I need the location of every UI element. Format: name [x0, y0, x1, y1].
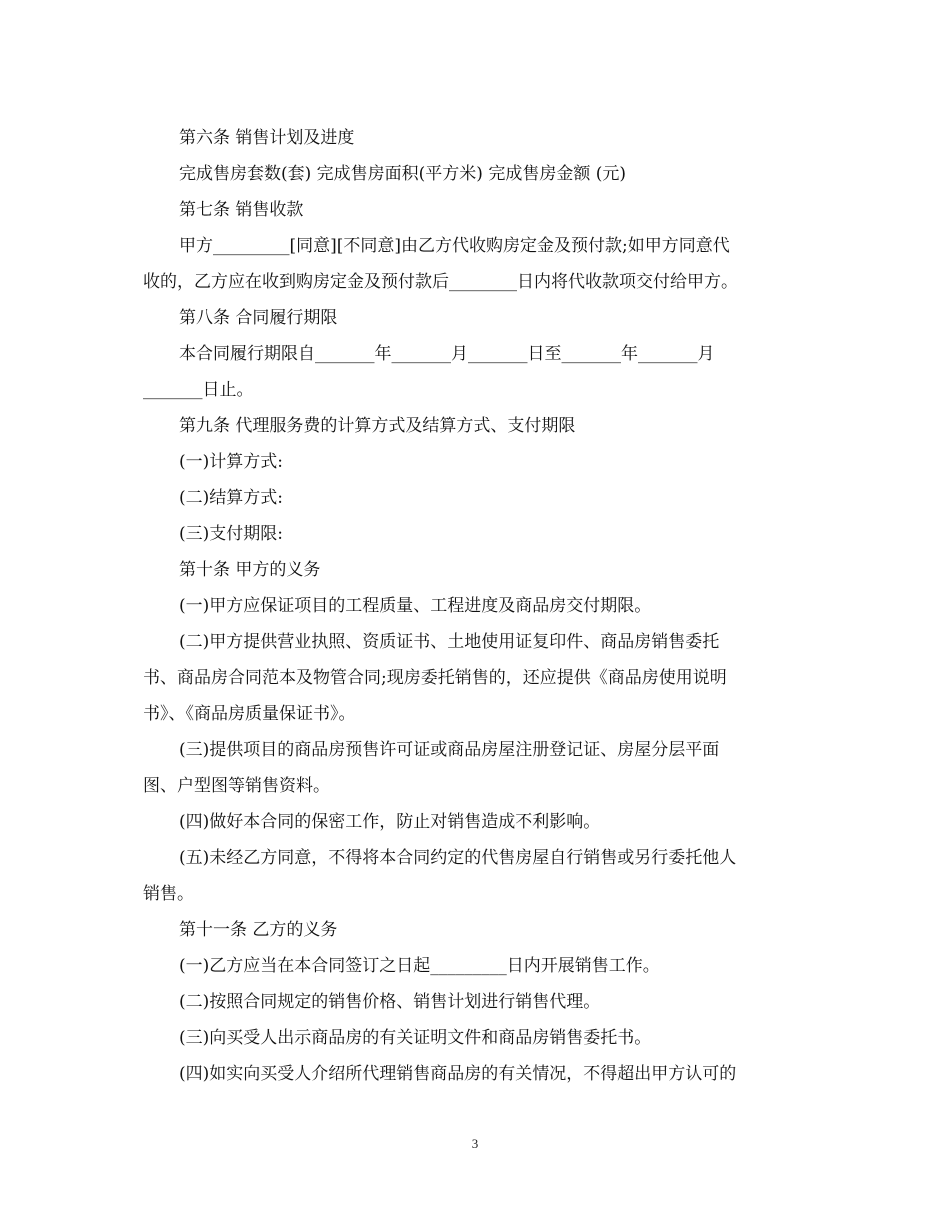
- page-number: 3: [471, 1136, 479, 1151]
- article-8-text-cont: _______日止。: [143, 380, 254, 400]
- article-10-item-5-cont: 销售。: [143, 884, 194, 904]
- article-10-item-3: (三)提供项目的商品房预售许可证或商品房屋注册登记证、房屋分层平面: [179, 740, 720, 760]
- article-9-item-1: (一)计算方式:: [179, 452, 283, 472]
- article-9-item-3: (三)支付期限:: [179, 524, 283, 544]
- article-8-heading: 第八条 合同履行期限: [179, 308, 338, 328]
- article-10-item-2-cont: 书、商品房合同范本及物管合同;现房委托销售的，还应提供《商品房使用说明: [143, 668, 727, 688]
- article-11-item-3: (三)向买受人出示商品房的有关证明文件和商品房销售委托书。: [179, 1028, 652, 1048]
- sales-plan-columns: 完成售房套数(套) 完成售房面积(平方米) 完成售房金额 (元): [179, 164, 627, 184]
- article-10-item-1: (一)甲方应保证项目的工程质量、工程进度及商品房交付期限。: [179, 596, 652, 616]
- article-7-text-cont: 收的，乙方应在收到购房定金及预付款后________日内将代收款项交付给甲方。: [143, 272, 738, 292]
- article-10-item-3-cont: 图、户型图等销售资料。: [143, 776, 330, 796]
- article-10-item-2: (二)甲方提供营业执照、资质证书、土地使用证复印件、商品房销售委托: [179, 632, 720, 652]
- article-11-item-2: (二)按照合同规定的销售价格、销售计划进行销售代理。: [179, 992, 601, 1012]
- article-11-item-4: (四)如实向买受人介绍所代理销售商品房的有关情况，不得超出甲方认可的: [179, 1064, 737, 1084]
- article-10-item-5: (五)未经乙方同意，不得将本合同约定的代售房屋自行销售或另行委托他人: [179, 848, 737, 868]
- article-11-heading: 第十一条 乙方的义务: [179, 920, 338, 940]
- article-10-heading: 第十条 甲方的义务: [179, 560, 321, 580]
- article-10-item-4: (四)做好本合同的保密工作，防止对销售造成不利影响。: [179, 812, 601, 832]
- article-8-text: 本合同履行期限自_______年_______月_______日至_______年_______月: [179, 344, 715, 364]
- article-11-item-1: (一)乙方应当在本合同签订之日起_________日内开展销售工作。: [179, 956, 660, 976]
- article-9-heading: 第九条 代理服务费的计算方式及结算方式、支付期限: [179, 416, 576, 436]
- article-9-item-2: (二)结算方式:: [179, 488, 283, 508]
- article-7-heading: 第七条 销售收款: [179, 200, 304, 220]
- article-6-heading: 第六条 销售计划及进度: [179, 128, 355, 148]
- article-7-text: 甲方_________[同意][不同意]由乙方代收购房定金及预付款;如甲方同意代: [179, 236, 730, 256]
- article-10-item-2-cont-2: 书》、《商品房质量保证书》。: [143, 704, 356, 724]
